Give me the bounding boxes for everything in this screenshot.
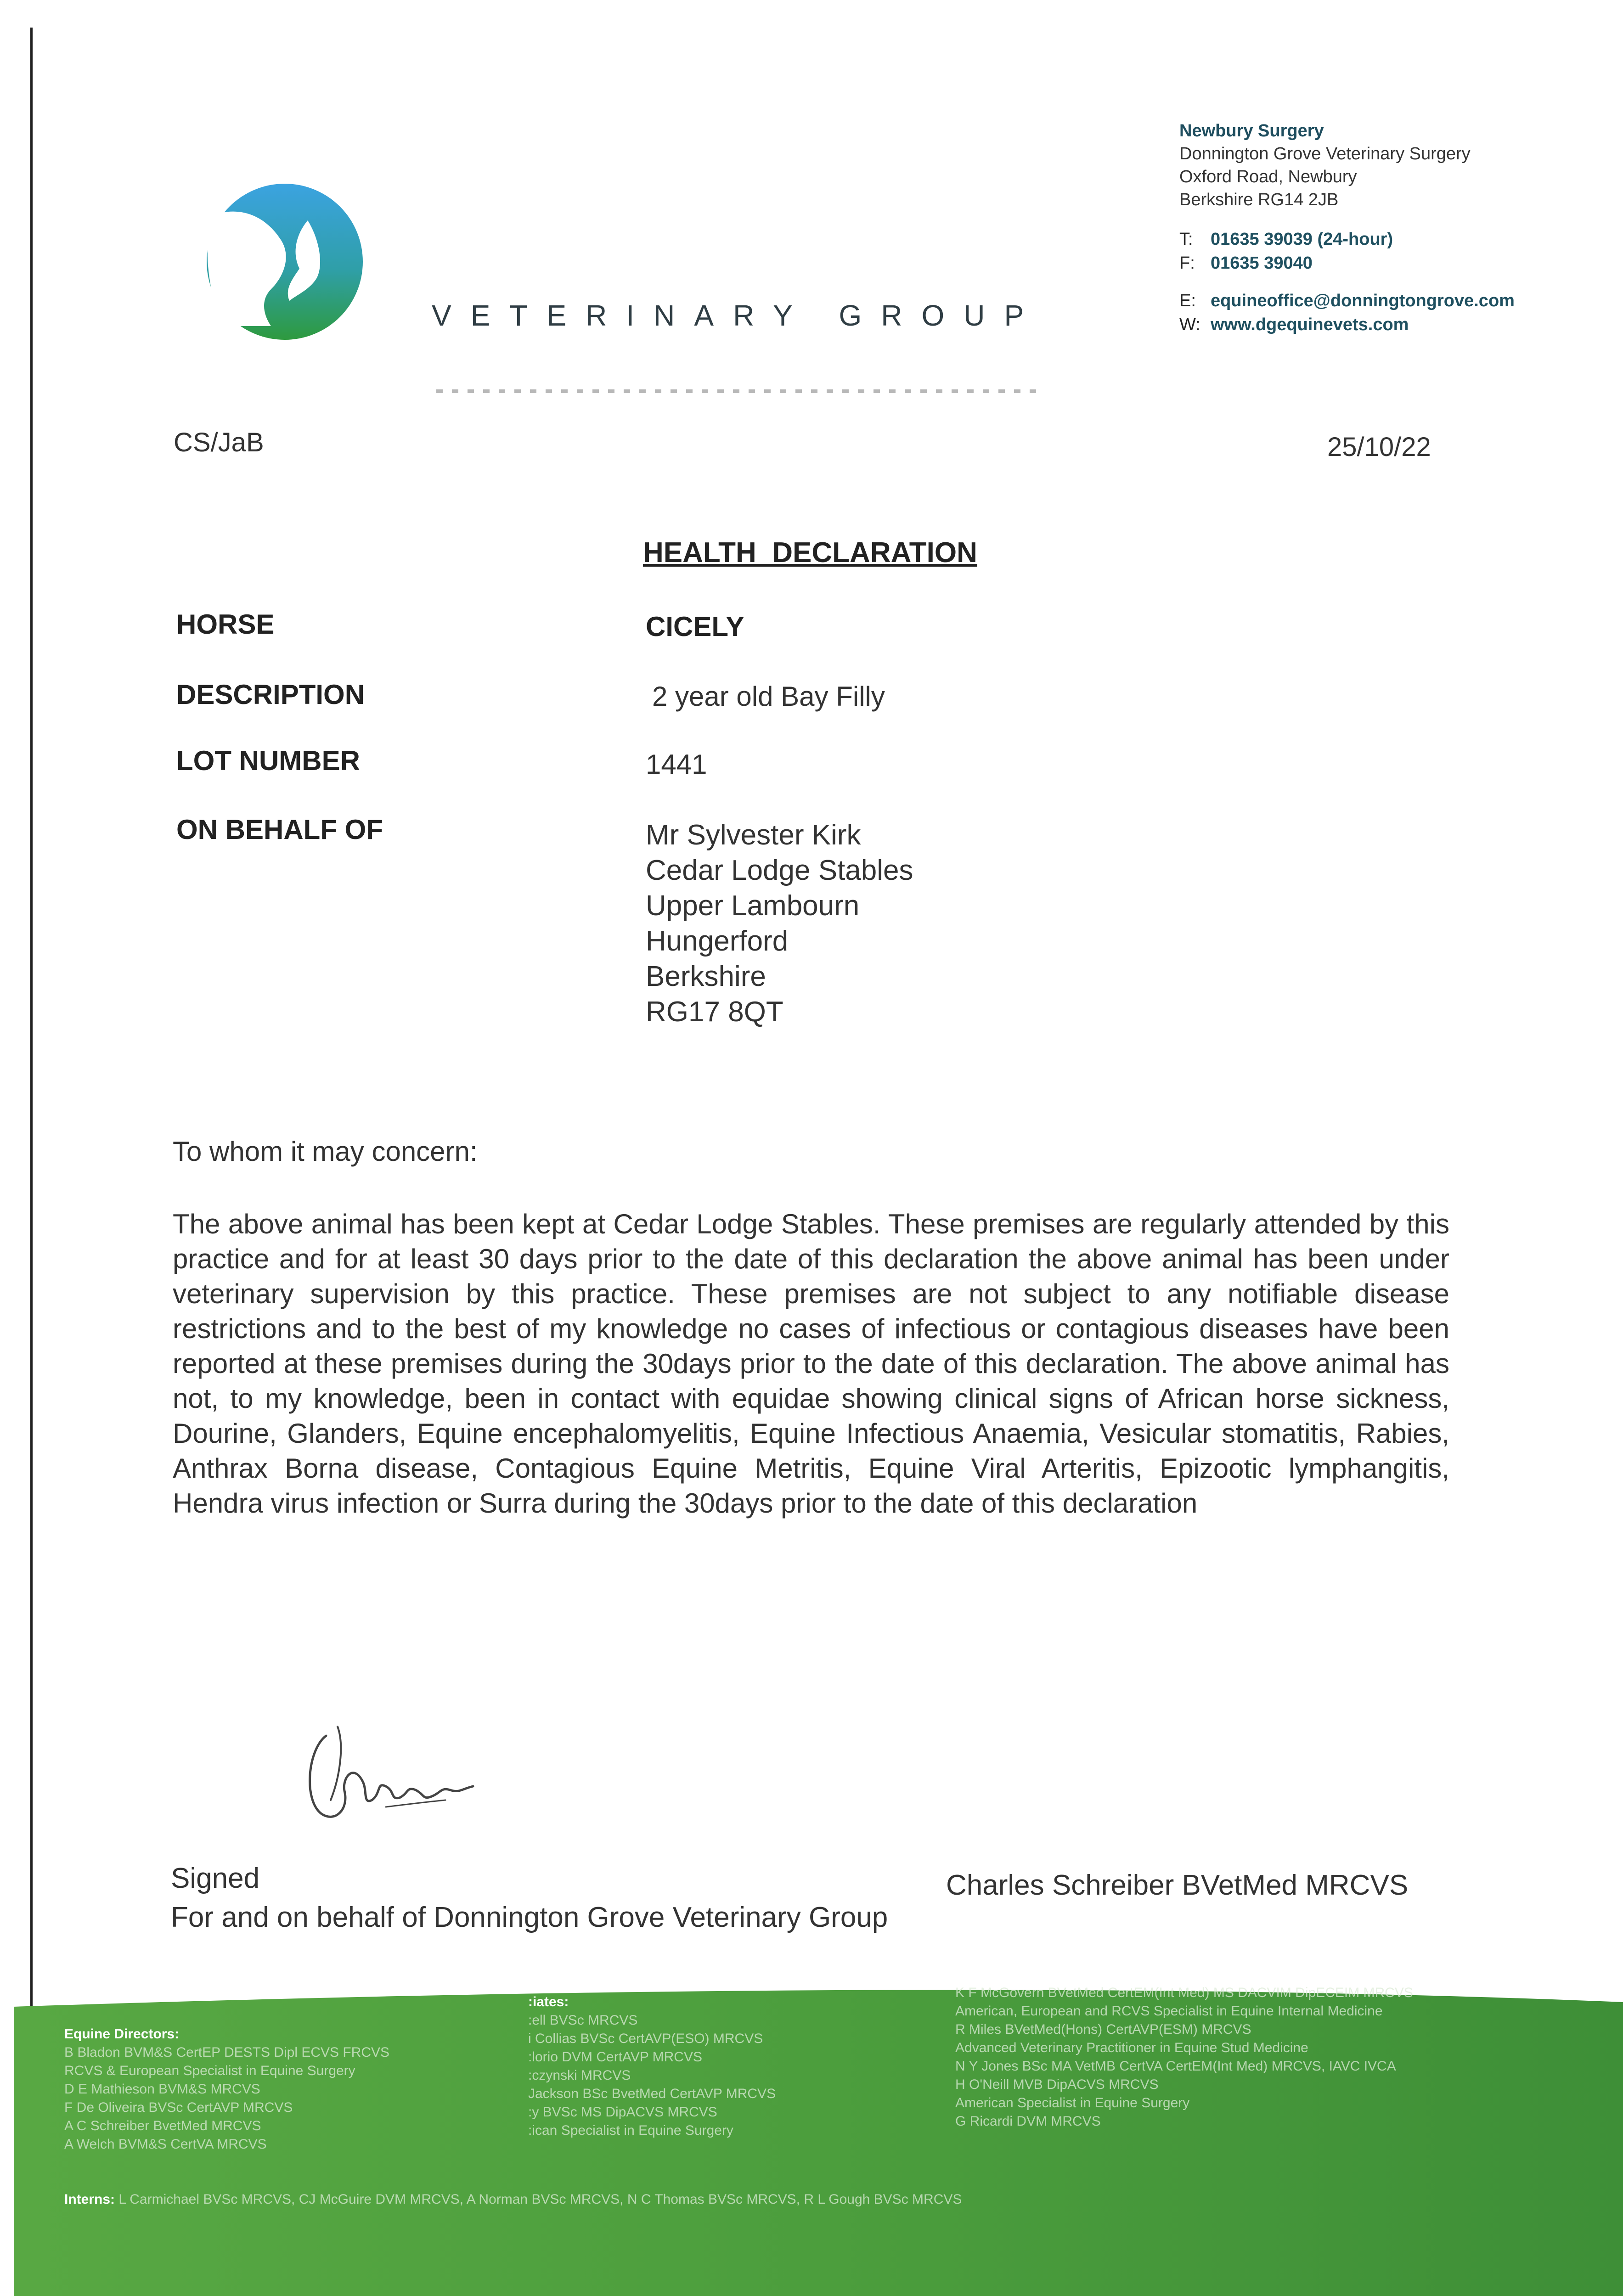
document-heading: HEALTH DECLARATION	[643, 537, 977, 568]
specialist-line: H O'Neill MVB DipACVS MRCVS	[955, 2077, 1159, 2092]
associate-line: Jackson BSc BvetMed CertAVP MRCVS	[528, 2086, 776, 2101]
director-line: B Bladon BVM&S CertEP DESTS Dipl ECVS FRCVS	[64, 2045, 390, 2060]
associate-line: i Collias BVSc CertAVP(ESO) MRCVS	[528, 2031, 763, 2046]
group-name: VETERINARY GROUP	[432, 299, 1043, 332]
left-margin-line	[30, 28, 33, 2278]
address-line: Berkshire RG14 2JB	[1179, 190, 1339, 209]
specialist-line: N Y Jones BSc MA VetMB CertVA CertEM(Int Med) MRCVS, IAVC IVCA	[955, 2059, 1396, 2074]
footer-band	[14, 1975, 1623, 2296]
lot-label: LOT NUMBER	[176, 745, 360, 776]
tel-value: 01635 39039 (24-hour)	[1211, 230, 1393, 249]
specialist-line: G Ricardi DVM MRCVS	[955, 2114, 1101, 2129]
contact-block	[1179, 227, 1515, 337]
associate-line: :lorio DVM CertAVP MRCVS	[528, 2049, 702, 2065]
specialist-line: Advanced Veterinary Practitioner in Equine Stud Medicine	[955, 2040, 1308, 2055]
surgery-address	[1179, 119, 1471, 211]
tel-label: T:	[1179, 230, 1193, 249]
directors-column	[64, 2025, 389, 2154]
signer-name: Charles Schreiber BVetMed MRCVS	[946, 1869, 1409, 1901]
letter-date: 25/10/22	[1327, 432, 1431, 462]
directors-title: Equine Directors:	[64, 2026, 180, 2042]
surgery-title: Newbury Surgery	[1179, 121, 1324, 141]
director-line: A Welch BVM&S CertVA MRCVS	[64, 2137, 267, 2152]
behalf-address	[646, 817, 913, 1030]
description-value: 2 year old Bay Filly	[652, 681, 885, 712]
fax-value: 01635 39040	[1211, 253, 1313, 273]
director-line: A C Schreiber BvetMed MRCVS	[64, 2118, 261, 2133]
declaration-paragraph: The above animal has been kept at Cedar Lodge Stables. These premises are regularly attended by this practice and for at least 30 days prior to the date of this declaration the above animal has been under veterinary supervision by this practice. These premises are not subject to any notifiable disease restrictions and to the best of my knowledge no cases of infectious or contagious diseases have been reported at these premises during the 30days prior to the date of this declaration. The above animal has not, to my knowledge, been in contact with equidae showing clinical signs of African horse sickness, Dourine, Glanders, Equine encephalomyelitis, Equine Infectious Anaemia, Vesicular stomatitis, Rabies, Anthrax Borna disease, Contagious Equine Metritis, Equine Viral Arteritis, Epizootic lymphangitis, Hendra virus infection or Surra during the 30days prior to the date of this declaration	[173, 1209, 1449, 1519]
email-link[interactable]: equineoffice@donningtongrove.com	[1211, 291, 1515, 310]
associate-line: :czynski MRCVS	[528, 2068, 631, 2083]
specialist-line: American Specialist in Equine Surgery	[955, 2095, 1190, 2110]
associate-line: :ell BVSc MRCVS	[528, 2013, 638, 2028]
director-line: D E Mathieson BVM&S MRCVS	[64, 2082, 260, 2097]
specialist-line: K F McGovern BVetMed CertEM(Int Med) MS DACVIM DipECEIM MRCVS	[955, 1985, 1413, 2000]
web-label: W:	[1179, 315, 1200, 334]
behalf-label: ON BEHALF OF	[176, 814, 383, 845]
behalf-line: Upper Lambourn	[646, 890, 860, 922]
interns-row	[64, 2190, 962, 2209]
lot-value: 1441	[646, 749, 707, 780]
web-link[interactable]: www.dgequinevets.com	[1211, 315, 1409, 334]
associates-title: :iates:	[528, 1994, 569, 2009]
director-line: F De Oliveira BVSc CertAVP MRCVS	[64, 2100, 293, 2115]
handwritten-signature	[294, 1708, 505, 1828]
email-label: E:	[1179, 291, 1196, 310]
on-behalf-line: For and on behalf of Donnington Grove Veterinary Group	[171, 1902, 888, 1933]
interns-list: L Carmichael BVSc MRCVS, CJ McGuire DVM MRCVS, A Norman BVSc MRCVS, N C Thomas BVSc MRCVS, R L Gough BVSc MRCVS	[118, 2192, 962, 2207]
horse-head-logo	[193, 174, 367, 349]
address-line: Oxford Road, Newbury	[1179, 167, 1357, 186]
specialists-column	[955, 1984, 1413, 2131]
dotted-divider	[436, 389, 1043, 393]
specialist-line: American, European and RCVS Specialist in Equine Internal Medicine	[955, 2003, 1383, 2019]
horse-label: HORSE	[176, 609, 275, 640]
horse-value: CICELY	[646, 611, 744, 642]
description-label: DESCRIPTION	[176, 679, 365, 710]
associate-line: :ican Specialist in Equine Surgery	[528, 2123, 733, 2138]
associate-line: :y BVSc MS DipACVS MRCVS	[528, 2105, 717, 2120]
behalf-line: Cedar Lodge Stables	[646, 855, 913, 886]
letter-reference: CS/JaB	[174, 428, 264, 457]
director-line: RCVS & European Specialist in Equine Surgery	[64, 2063, 355, 2078]
associates-column	[528, 1993, 776, 2140]
signed-label: Signed	[171, 1863, 260, 1894]
interns-label: Interns:	[64, 2192, 115, 2207]
behalf-line: Mr Sylvester Kirk	[646, 819, 861, 851]
fax-label: F:	[1179, 253, 1195, 273]
behalf-line: Hungerford	[646, 925, 789, 957]
salutation: To whom it may concern:	[173, 1136, 478, 1167]
address-line: Donnington Grove Veterinary Surgery	[1179, 144, 1471, 163]
behalf-line: RG17 8QT	[646, 996, 783, 1028]
specialist-line: R Miles BVetMed(Hons) CertAVP(ESM) MRCVS	[955, 2022, 1251, 2037]
behalf-line: Berkshire	[646, 961, 766, 992]
